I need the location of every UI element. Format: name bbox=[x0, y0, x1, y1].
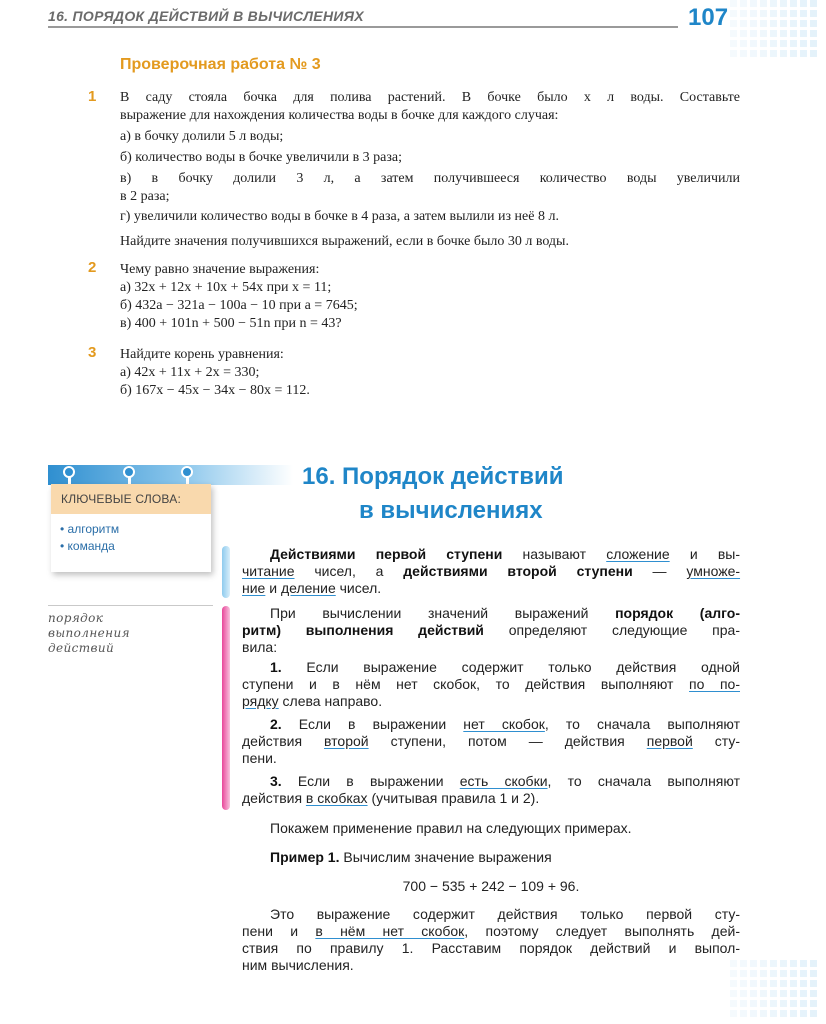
margin-note: порядок выполнения действий bbox=[48, 611, 130, 655]
q3-line: Найдите корень уравнения: bbox=[120, 347, 284, 362]
rule-1-line: ступени и в нём нет скобок, то действия выполняют по по- bbox=[242, 676, 740, 692]
header-rule bbox=[48, 26, 678, 28]
q2-option-v: в) 400 + 101n + 500 − 51n при n = 43? bbox=[120, 316, 342, 331]
q2-option-b: б) 432a − 321a − 100a − 10 при a = 7645; bbox=[120, 298, 358, 313]
p3-line: пени и в нём нет скобок, поэтому следует выполнять дей- bbox=[242, 923, 740, 939]
q3-option-b: б) 167x − 45x − 34x − 80x = 112. bbox=[120, 383, 310, 398]
p2-line: ритм) выполнения действий определяют следующие пра- bbox=[242, 622, 740, 638]
test-title: Проверочная работа № 3 bbox=[120, 56, 321, 73]
rules-side-bar bbox=[222, 606, 230, 810]
keyword-item: • алгоритм bbox=[60, 522, 120, 536]
rule-1-line: рядку слева направо. bbox=[242, 693, 383, 709]
page-number: 107 bbox=[688, 4, 729, 31]
p3-line: ствия по правилу 1. Расставим порядок действий и выпол- bbox=[242, 940, 740, 956]
q1-option-v: в) в бочку долили 3 л, а затем получившееся количество воды увеличили bbox=[120, 171, 740, 186]
p1-line: Действиями первой ступени называют сложение и вы- bbox=[270, 546, 741, 562]
q1-line: выражение для нахождения количества воды в бочке для каждого случая: bbox=[120, 108, 559, 123]
keywords-heading: КЛЮЧЕВЫЕ СЛОВА: bbox=[51, 484, 211, 514]
examples-intro: Покажем применение правил на следующих примерах. bbox=[270, 820, 632, 836]
p2-line: При вычислении значений выражений порядок (алго- bbox=[270, 605, 740, 621]
rule-3-line: 3. Если в выражении есть скобки, то сначала выполняют bbox=[270, 773, 740, 789]
decorative-dot-grid-bottom bbox=[730, 960, 826, 1024]
definition-side-bar bbox=[222, 546, 230, 598]
q2-option-a: а) 32x + 12x + 10x + 54x при x = 11; bbox=[120, 280, 332, 295]
rule-2-line: 2. Если в выражении нет скобок, то сначала выполняют bbox=[270, 716, 740, 732]
margin-rule bbox=[48, 605, 213, 606]
keywords-banner-bar bbox=[48, 465, 293, 485]
example-1-formula: 700 − 535 + 242 − 109 + 96. bbox=[402, 878, 580, 894]
rule-2-line: действия второй ступени, потом — действия первой сту- bbox=[242, 733, 741, 749]
decorative-dot-grid-top bbox=[730, 0, 826, 60]
question-number-1: 1 bbox=[88, 88, 97, 105]
running-title: 16. ПОРЯДОК ДЕЙСТВИЙ В ВЫЧИСЛЕНИЯХ bbox=[48, 8, 364, 24]
q3-option-a: а) 42x + 11x + 2x = 330; bbox=[120, 365, 260, 380]
example-1-heading: Пример 1. Вычислим значение выражения bbox=[270, 849, 552, 865]
q1-option-v-cont: в 2 раза; bbox=[120, 189, 170, 204]
question-number-2: 2 bbox=[88, 259, 97, 276]
p1-line: ние и деление чисел. bbox=[242, 580, 382, 596]
q1-task: Найдите значения получившихся выражений, если в бочке было 30 л воды. bbox=[120, 234, 569, 249]
q1-option-a: а) в бочку долили 5 л воды; bbox=[120, 129, 284, 144]
rule-3-line: действия в скобках (учитывая правила 1 и 2). bbox=[242, 790, 540, 806]
p3-line: ним вычисления. bbox=[242, 957, 354, 973]
q1-option-b: б) количество воды в бочке увеличили в 3 раза; bbox=[120, 150, 403, 165]
question-number-3: 3 bbox=[88, 344, 97, 361]
chapter-title: 16. Порядок действий в вычислениях bbox=[302, 463, 564, 524]
q2-line: Чему равно значение выражения: bbox=[120, 262, 320, 277]
rule-2-line: пени. bbox=[242, 750, 277, 766]
q1-line: В саду стояла бочка для полива растений. В бочке было x л воды. Составьте bbox=[120, 90, 740, 105]
p2-line: вила: bbox=[242, 639, 278, 655]
keyword-item: • команда bbox=[60, 539, 115, 553]
p1-line: читание чисел, а действиями второй ступени — умноже- bbox=[242, 563, 741, 579]
rule-1-line: 1. Если выражение содержит только действия одной bbox=[270, 659, 740, 675]
p3-line: Это выражение содержит действия только первой сту- bbox=[270, 906, 740, 922]
q1-option-g: г) увеличили количество воды в бочке в 4 раза, а затем вылили из неё 8 л. bbox=[120, 209, 559, 224]
